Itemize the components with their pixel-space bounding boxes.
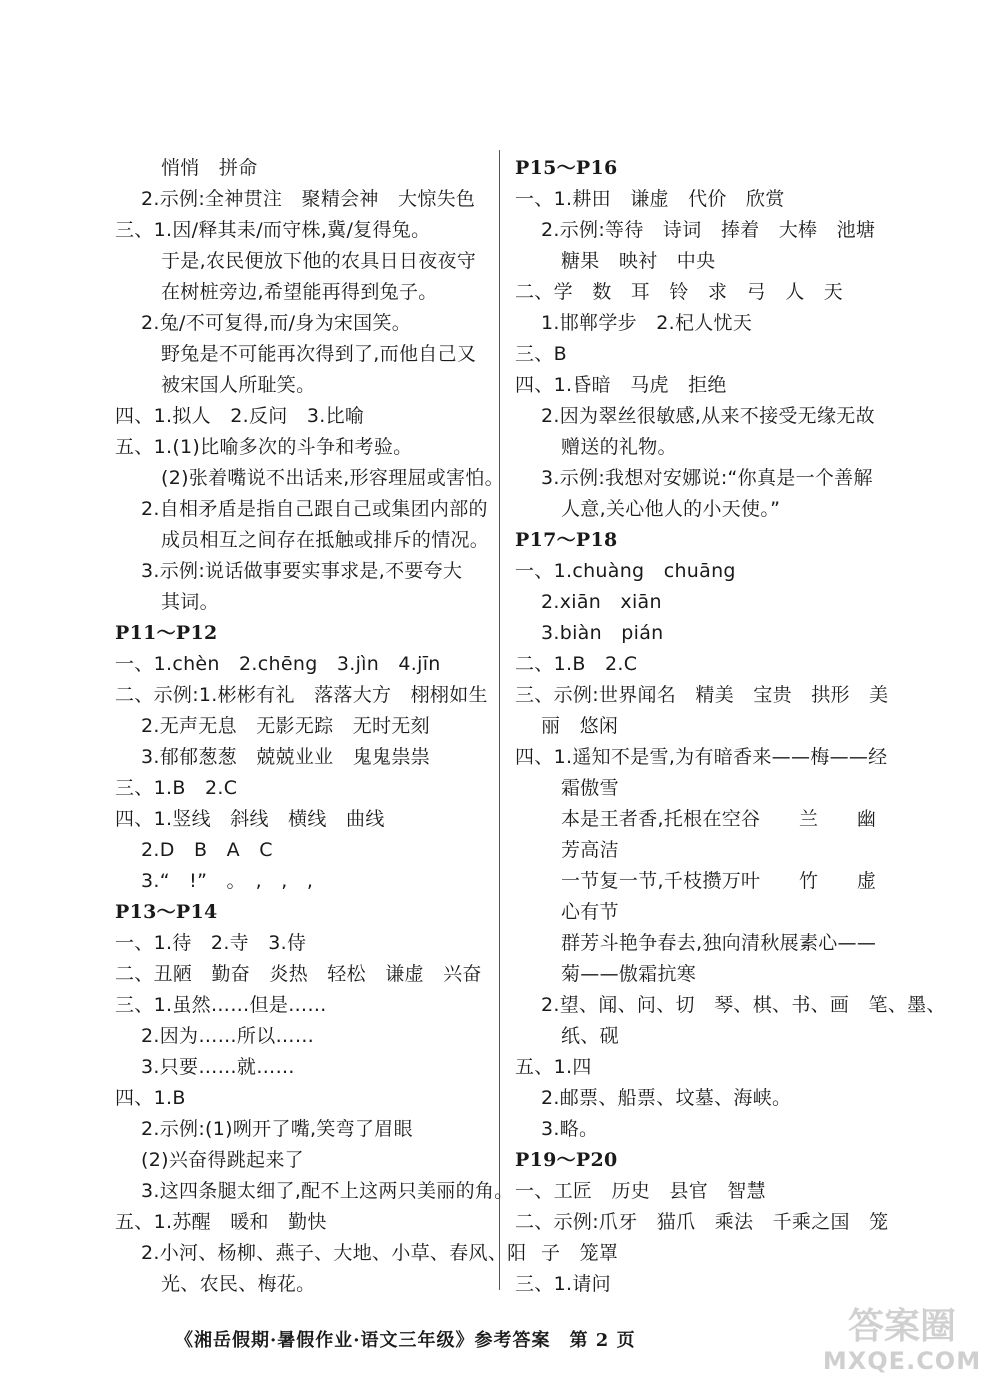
answer-line: 2.望、闻、问、切 琴、棋、书、画 笔、墨、 [541,994,946,1016]
answer-line: 野兔是不可能再次得到了,而他自己又 [161,343,477,365]
answer-line: 五、1.苏醒 暖和 勤快 [115,1211,327,1233]
answer-line: 一、1.chèn 2.chēng 3.jìn 4.jīn [115,653,441,675]
answer-line: 二、示例:1.彬彬有礼 落落大方 栩栩如生 [115,684,488,706]
watermark-logo [822,1307,982,1387]
answer-line: 二、学 数 耳 铃 求 弓 人 天 [515,281,844,303]
answer-line: 五、1.四 [515,1056,592,1078]
answer-line: 一节复一节,千枝攒万叶 竹 虚 [561,870,877,892]
answer-line: 在树桩旁边,希望能再得到兔子。 [161,281,438,303]
answer-line: 3.示例:我想对安娜说:“你真是一个善解 [541,467,873,489]
page-footer: 《湘岳假期·暑假作业·语文三年级》参考答案 第 2 页 [175,1330,636,1351]
answer-line: 2.邮票、船票、坟墓、海峡。 [541,1087,792,1109]
answer-line: 菊——傲霜抗寒 [561,963,697,985]
answer-line: 3.郁郁葱葱 兢兢业业 鬼鬼祟祟 [141,746,430,768]
answer-line: 一、1.chuàng chuāng [515,560,736,582]
answer-line: 2.xiān xiān [541,591,662,613]
answer-line: 3.biàn pián [541,622,664,644]
answer-line: 心有节 [561,901,619,923]
answer-line: 3.“ !” 。 , , , [141,870,314,892]
answer-line: 四、1.竖线 斜线 横线 曲线 [115,808,385,830]
section-heading: P13～P14 [115,901,218,923]
answer-line: 2.因为翠丝很敏感,从来不接受无缘无故 [541,405,875,427]
answer-line: 二、1.B 2.C [515,653,638,675]
answer-line: 本是王者香,托根在空谷 兰 幽 [561,808,877,830]
left-answer-column [115,153,527,1300]
answer-line: 四、1.B [115,1087,186,1109]
answer-line: 光、农民、梅花。 [161,1273,316,1295]
section-heading: P19～P20 [515,1149,618,1171]
answer-line: 2.示例:全神贯注 聚精会神 大惊失色 [141,188,476,210]
section-heading: P11～P12 [115,622,218,644]
answer-line: 二、丑陋 勤奋 炎热 轻松 谦虚 兴奋 [115,963,482,985]
section-heading: P15～P16 [515,157,618,179]
answer-line: 人意,关心他人的小天使。” [561,498,781,520]
answer-line: 一、1.待 2.寺 3.侍 [115,932,307,954]
answer-line: 子 笼罩 [541,1242,619,1264]
answer-line: 3.只要……就…… [141,1056,295,1078]
watermark-url: MXQE.COM [822,1347,982,1375]
answer-line: 纸、砚 [561,1025,619,1047]
answer-line: 一、工匠 历史 县官 智慧 [515,1180,766,1202]
answer-line: 2.示例:(1)咧开了嘴,笑弯了眉眼 [141,1118,413,1140]
answer-line: 2.无声无息 无影无踪 无时无刻 [141,715,430,737]
answer-line: 3.这四条腿太细了,配不上这两只美丽的角。 [141,1180,514,1202]
answer-line: 其词。 [161,591,219,613]
answer-line: 一、1.耕田 谦虚 代价 欣赏 [515,188,785,210]
answer-line: 糖果 映衬 中央 [561,250,716,272]
answer-line: 2.示例:等待 诗词 捧着 大棒 池塘 [541,219,876,241]
answer-line: 二、示例:爪牙 猫爪 乘法 千乘之国 笼 [515,1211,889,1233]
answer-line: 群芳斗艳争春去,独向清秋展素心—— [561,932,877,954]
answer-line: 芳高洁 [561,839,619,861]
column-divider [499,150,500,1290]
answer-line: 丽 悠闲 [541,715,619,737]
answer-line: 霜傲雪 [561,777,619,799]
answer-line: 三、示例:世界闻名 精美 宝贵 拱形 美 [515,684,889,706]
answer-line: 3.示例:说话做事要实事求是,不要夸大 [141,560,463,582]
answer-line: 四、1.昏暗 马虎 拒绝 [515,374,727,396]
answer-line: 于是,农民便放下他的农具日日夜夜守 [161,250,477,272]
answer-line: 悄悄 拼命 [161,157,258,179]
answer-line: 2.兔/不可复得,而/身为宋国笑。 [141,312,412,334]
answer-line: 2.D B A C [141,839,273,861]
answer-line: 3.略。 [541,1118,599,1140]
answer-line: 三、1.因/释其耒/而守株,冀/复得兔。 [115,219,431,241]
answer-line: 三、B [515,343,567,365]
answer-line: 三、1.请问 [515,1273,611,1295]
answer-line: 1.邯郸学步 2.杞人忧天 [541,312,753,334]
answer-line: 四、1.拟人 2.反问 3.比喻 [115,405,365,427]
answer-line: 2.小河、杨柳、燕子、大地、小草、春风、阳 [141,1242,527,1264]
answer-line: 2.自相矛盾是指自己跟自己或集团内部的 [141,498,488,520]
right-answer-column [515,153,946,1300]
answer-line: (2)兴奋得跳起来了 [141,1149,304,1171]
answer-line: 被宋国人所耻笑。 [161,374,316,396]
answer-line: 成员相互之间存在抵触或排斥的情况。 [161,529,490,551]
answer-line: 三、1.虽然……但是…… [115,994,327,1016]
answer-line: 四、1.遥知不是雪,为有暗香来——梅——经 [515,746,888,768]
answer-line: 五、1.(1)比喻多次的斗争和考验。 [115,436,413,458]
answer-line: 2.因为……所以…… [141,1025,315,1047]
watermark-mark: 答案圈 [847,1306,956,1347]
answer-line: (2)张着嘴说不出话来,形容理屈或害怕。 [161,467,504,489]
section-heading: P17～P18 [515,529,618,551]
answer-line: 三、1.B 2.C [115,777,238,799]
answer-line: 赠送的礼物。 [561,436,677,458]
